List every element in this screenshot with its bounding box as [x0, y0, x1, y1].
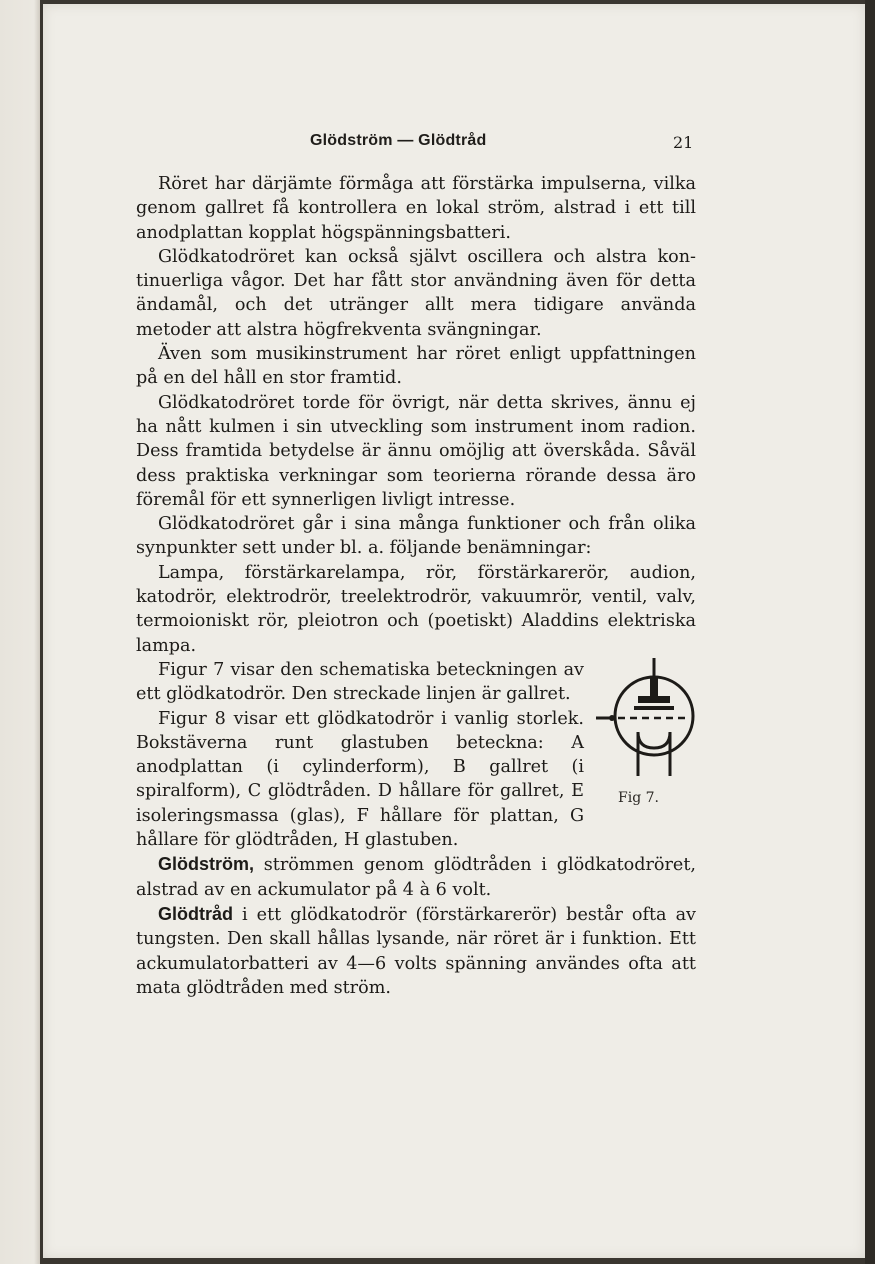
scan-border [865, 0, 875, 1264]
paragraph: Glödkatodröret torde för övrigt, när detta skrives, ännu ej ha nått kulmen i sin utveckling som instrument inom radion. Dess framtida betydelse är ännu omöjlig att överskåda. Såväl dess praktiska verkningar som teorierna rörande dessa äro föremål för ett synnerligen livligt intresse. [136, 392, 696, 510]
entry-definition: strömmen genom glödtråden i glödkatodröret, alstrad av en ackumulator på 4 à 6 volt. [136, 855, 696, 900]
paragraph: Även som musikinstrument har röret enligt uppfattningen på en del håll en stor framtid. [136, 344, 696, 389]
dictionary-entry-glodtrad [136, 902, 696, 1000]
page-number: 21 [673, 133, 694, 152]
paragraph: Figur 7 visar den schematiska beteckningen av ett glödkatodrör. Den streckade linjen är gallret. [136, 659, 584, 705]
paragraph: Röret har därjämte förmåga att förstärka impulserna, vilka genom gallret få kontrollera en lokal ström, alstrad i ett till anodplattan kopplat högspänningsbatteri. [136, 174, 696, 243]
paragraph: Lampa, förstärkarelampa, rör, förstärkarerör, audion, katodrör, elektrodrör, treelektrodrör, vakuumrör, ventil, valv, termoioniskt rör, pleiotron och (poetiskt) Aladdins elektriska lampa. [136, 562, 696, 656]
entry-definition: i ett glödkatodrör (förstärkarerör) består ofta av tungsten. Den skall hållas lysande, när röret är i funktion. Ett ackumulatorbatteri av 4—6 volts spänning användes ofta att mata glödtråden med ström. [136, 904, 696, 998]
figure-7 [592, 658, 712, 808]
running-head: Glödström — Glödtråd [310, 132, 487, 149]
entry-term: Glödtråd [158, 903, 233, 924]
entry-term: Glödström, [158, 854, 255, 875]
paragraph: Figur 8 visar ett glödkatodrör i vanlig storlek. Bokstäverna runt glastuben beteckna: A anodplattan (i cylinderform), B gallret (i spiralform), C glödtråden. D hållare för gallret, E isoleringsmassa (glas), F hållare för plattan, G hållare för glödtråden, H glastuben. [136, 708, 584, 851]
figure-caption: Fig 7. [618, 789, 659, 806]
dictionary-entry-glodstrom [136, 852, 696, 902]
previous-page-edge [0, 0, 40, 1264]
body-text [136, 172, 696, 1000]
paragraph: Glödkatodröret kan också självt oscillera och alstra kontinuerliga vågor. Det har fått stor användning även för detta ändamål, och det utränger allt mera tidigare använda metoder att alstra högfrekventa svängningar. [136, 246, 696, 340]
paragraph: Glödkatodröret går i sina många funktioner och från olika synpunkter sett under bl. a. följande benämningar: [136, 514, 696, 559]
vacuum-tube-schematic-icon [592, 658, 712, 783]
